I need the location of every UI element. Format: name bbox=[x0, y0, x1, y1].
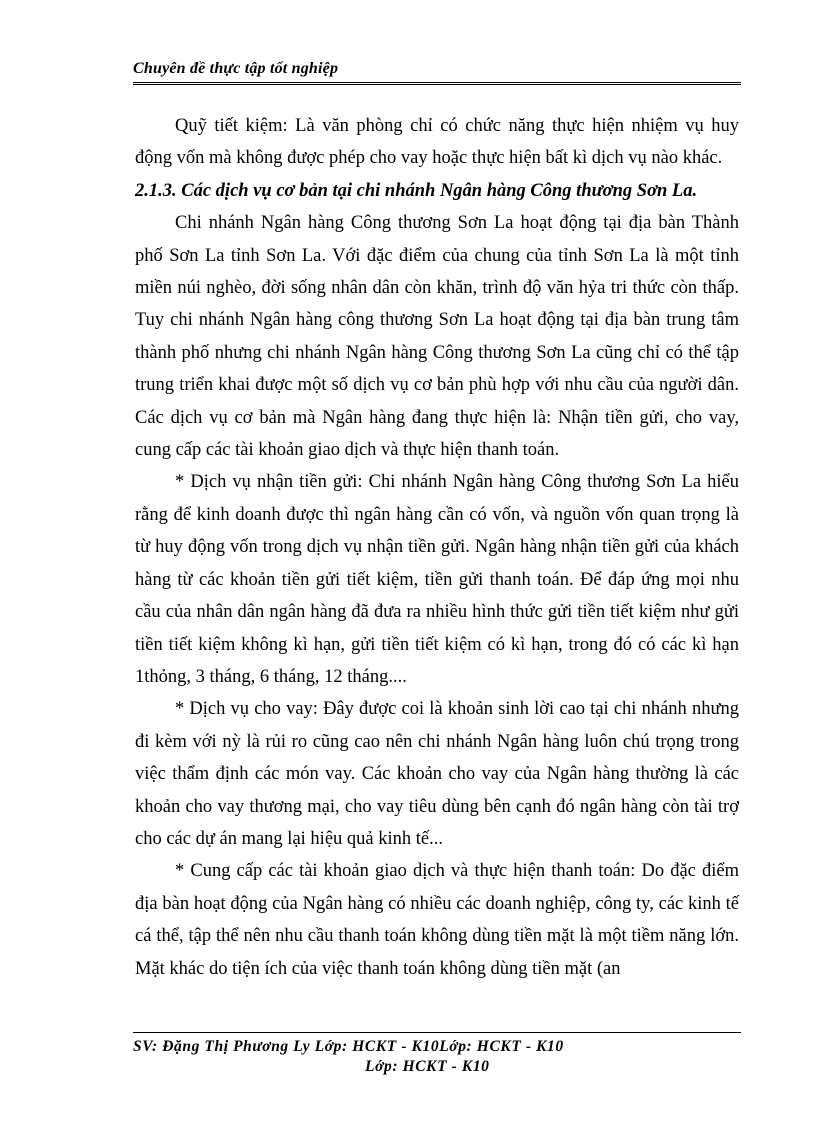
page-header bbox=[133, 60, 741, 85]
paragraph-deposit-service: * Dịch vụ nhận tiền gửi: Chi nhánh Ngân hàng Công thương Sơn La hiểu rằng để kinh doanh được thì ngân hàng cần có vốn, và nguồn vốn quan trọng là từ huy động vốn trong dịch vụ nhận tiền gửi. Ngân hàng nhận tiền gửi của khách hàng từ các khoản tiền gửi tiết kiệm, tiền gửi thanh toán. Để đáp ứng mọi nhu cầu của nhân dân ngân hàng đã đưa ra nhiều hình thức gửi tiền tiết kiệm như gửi tiền tiết kiệm không kì hạn, gửi tiền tiết kiệm có kì hạn, trong đó có các kì hạn 1thỏng, 3 tháng, 6 tháng, 12 tháng.... bbox=[135, 472, 739, 687]
footer-student-line: SV: Đặng Thị Phương Ly Lớp: HCKT - K10Lớp: HCKT - K10 bbox=[133, 1038, 564, 1055]
paragraph-lending-service: * Dịch vụ cho vay: Đây được coi là khoản sinh lời cao tại chi nhánh nhưng đi kèm với nỳ là rủi ro cũng cao nên chi nhánh Ngân hàng luôn chú trọng trong việc thẩm định các món vay. Các khoản cho vay của Ngân hàng thường là các khoản cho vay thương mại, cho vay tiêu dùng bên cạnh đó ngân hàng còn tài trợ cho các dự án mang lại hiệu quả kinh tế... bbox=[135, 699, 739, 849]
paragraph-payment-service: * Cung cấp các tài khoản giao dịch và thực hiện thanh toán: Do đặc điểm địa bàn hoạt động của Ngân hàng có nhiều các doanh nghiệp, công ty, các kinh tế cá thể, tập thể nên nhu cầu thanh toán không dùng tiền mặt là một tiềm năng lớn. Mặt khác do tiện ích của việc thanh toán không dùng tiền mặt (an bbox=[135, 861, 739, 979]
footer-class-line: Lớp: HCKT - K10 bbox=[365, 1058, 490, 1075]
section-heading-2-1-3: 2.1.3. Các dịch vụ cơ bản tại chi nhánh Ngân hàng Công thương Sơn La. bbox=[135, 180, 698, 201]
header-title: Chuyên đề thực tập tốt nghiệp bbox=[133, 60, 339, 77]
page-footer bbox=[133, 1032, 741, 1077]
paragraph-branch-overview: Chi nhánh Ngân hàng Công thương Sơn La hoạt động tại địa bàn Thành phố Sơn La tỉnh Sơn La. Với đặc điểm của chung của tỉnh Sơn La là một tỉnh miền núi nghèo, đời sống nhân dân còn khăn, trình độ văn hỷa tri thức còn thấp. Tuy chi nhánh Ngân hàng công thương Sơn La hoạt động tại địa bàn trung tâm thành phố nhưng chi nhánh Ngân hàng Công thương Sơn La cũng chỉ có thể tập trung triển khai được một số dịch vụ cơ bản phù hợp với nhu cầu của người dân. Các dịch vụ cơ bản mà Ngân hàng đang thực hiện là: Nhận tiền gửi, cho vay, cung cấp các tài khoản giao dịch và thực hiện thanh toán. bbox=[135, 213, 739, 461]
paragraph-savings-fund: Quỹ tiết kiệm: Là văn phòng chỉ có chức năng thực hiện nhiệm vụ huy động vốn mà không được phép cho vay hoặc thực hiện bất kì dịch vụ nào khác. bbox=[135, 116, 739, 169]
document-body bbox=[135, 110, 739, 985]
